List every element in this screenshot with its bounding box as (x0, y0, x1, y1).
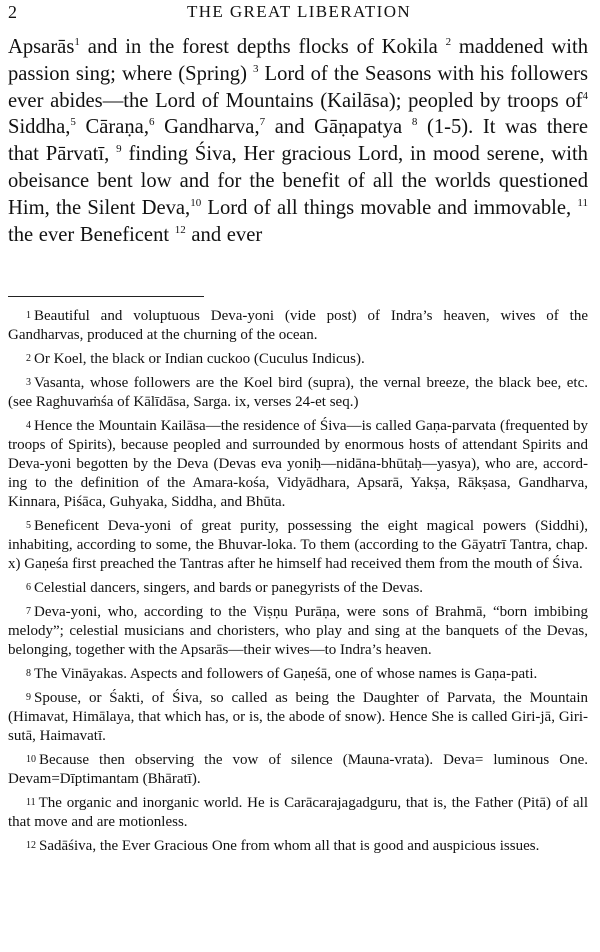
footnote (8, 750, 588, 789)
footnote (8, 306, 588, 345)
text-segment: finding Śiva, Her gracious Lord, in mood serene, with obeisance bent low and for the benefit of all the worlds questioned Him, the Silent Deva, (8, 143, 588, 219)
footnote-text: Celestial dancers, singers, and bards or panegyrists of the Devas. (34, 580, 424, 596)
footnote-ref: 4 (582, 89, 588, 102)
footnote (8, 836, 588, 856)
footnote-number: 2 (26, 353, 31, 364)
text-segment: and in the forest depths flocks of Kokila (79, 36, 446, 58)
main-paragraph (8, 34, 588, 248)
footnote-number: 5 (26, 520, 31, 531)
text-segment: Cāraṇa, (75, 116, 149, 139)
footnote-text: Vasanta, whose followers are the Koel bird (supra), the vernal breeze, the black bee, etc. (see Raghuvaṁśa of Kālīdāsa, Sarga. ix, verses 24-et seq.) (8, 375, 588, 410)
page-header (8, 2, 590, 24)
footnote-ref: 6 (148, 116, 155, 129)
footnote-ref: 9 (116, 143, 122, 156)
footnote-number: 6 (26, 582, 31, 593)
footnote-text: Beautiful and voluptuous Deva-yoni (vide post) of Indra’s heaven, wives of the Gandharvas, produced at the churning of the ocean. (8, 308, 588, 343)
footnote-ref: 7 (259, 116, 266, 129)
footnote-number: 11 (26, 797, 36, 808)
footnote (8, 602, 588, 660)
text-segment: maddened with passion sing; where (Spring) (8, 36, 588, 85)
footnote (8, 349, 588, 369)
footnote-text: The Vināyakas. Aspects and followers of Gaṇeśā, one of whose names is Gaṇa-pati. (34, 666, 538, 682)
footnote-number: 10 (26, 754, 36, 765)
footnote (8, 516, 588, 574)
footnote-number: 3 (26, 377, 31, 388)
footnote (8, 416, 588, 512)
footnote-ref: 2 (445, 36, 452, 49)
footnote-number: 1 (26, 310, 31, 321)
footnote-ref: 11 (577, 196, 588, 209)
footnote-divider (8, 296, 204, 297)
footnote-ref: 3 (253, 62, 259, 75)
main-text (8, 34, 588, 248)
footnote-ref: 12 (174, 223, 186, 236)
footnote (8, 793, 588, 832)
footnote-ref: 5 (70, 116, 76, 129)
text-segment: Gandharva, (154, 116, 260, 139)
footnote-text: The organic and inorganic world. He is Carācarajagadguru, that is, the Father (Pitā) of all that move and are motionless. (8, 795, 588, 830)
footnote-ref: 10 (190, 196, 202, 209)
text-segment: Siddha, (8, 116, 71, 139)
footnote-text: Beneficent Deva-yoni of great purity, possessing the eight magical powers (Siddhi), inhabiting, according to some, the Bhuvar-loka. To them (according to the Gāyatrī Tantra, chap. x) Gaṇeśa first preached the Tantras after he himself had received them from the mouth of Śiva. (8, 518, 588, 572)
footnote-text: Hence the Mountain Kailāsa—the residence of Śiva—is called Gaṇa-parvata (frequented by troops of Spirits), because peopled and surrounded by enormous hosts of attendant Spirits and Deva-yoni begotten by the Deva (Devas eva yoniḥ—nidāna-bhūtaḥ—yasya), who are, according to the definition of the Amara-kośa, Vidyādhara, Apsarā, Yakṣa, Rākṣasa, Gandharva, Kinnara, Piśāca, Guhyaka, Siddha, and Bhūta. (8, 418, 588, 510)
footnote (8, 664, 588, 684)
footnote-ref: 8 (411, 116, 418, 129)
text-segment: Lord of the Seasons with his followers ever abides—the Lord of Mountains (Kailāsa); peopled by troops of (8, 62, 588, 112)
footnote-text: Or Koel, the black or Indian cuckoo (Cuculus Indicus). (34, 351, 365, 367)
footnote-number: 8 (26, 668, 31, 679)
text-segment: and Gāṇapatya (265, 116, 412, 139)
footnote (8, 578, 588, 598)
footnote-number: 7 (26, 606, 31, 617)
page-number: 2 (8, 2, 17, 22)
text-segment: (1-5). It was there that Pārvatī, (8, 116, 588, 166)
text-segment: Apsarās (8, 36, 75, 58)
footnote-ref: 1 (74, 36, 80, 49)
text-segment: Lord of all things movable and immovable, (201, 196, 578, 219)
footnote-number: 12 (26, 840, 36, 851)
footnote-text: Because then observing the vow of silence (Mauna-vrata). Deva= luminous One. Devam=Dīptimantam (Bhāratī). (8, 752, 588, 787)
footnote-text: Deva-yoni, who, according to the Viṣṇu Purāṇa, were sons of Brahmā, “born imbibing melody”; celestial musicians and choristers, who play and sing at the banquets of the Devas, belonging, together with the Apsarās—their wives—to Indra’s heaven. (8, 604, 588, 658)
footnote (8, 373, 588, 412)
footnote-number: 9 (26, 692, 31, 703)
footnote (8, 688, 588, 746)
footnote-number: 4 (26, 420, 31, 431)
footnote-text: Spouse, or Śakti, of Śiva, so called as being the Daughter of Parvata, the Mountain (Himavat, Himālaya, that which has, or is, the abode of snow). Hence She is called Giri-jā, Giri-sutā, Haimavatī. (8, 690, 588, 744)
text-segment: and ever (185, 223, 263, 246)
running-title: THE GREAT LIBERATION (186, 2, 412, 21)
footnotes (8, 306, 588, 860)
footnote-text: Sadāśiva, the Ever Gracious One from whom all that is good and auspicious issues. (39, 838, 540, 854)
text-segment: the ever Beneficent (8, 223, 175, 246)
